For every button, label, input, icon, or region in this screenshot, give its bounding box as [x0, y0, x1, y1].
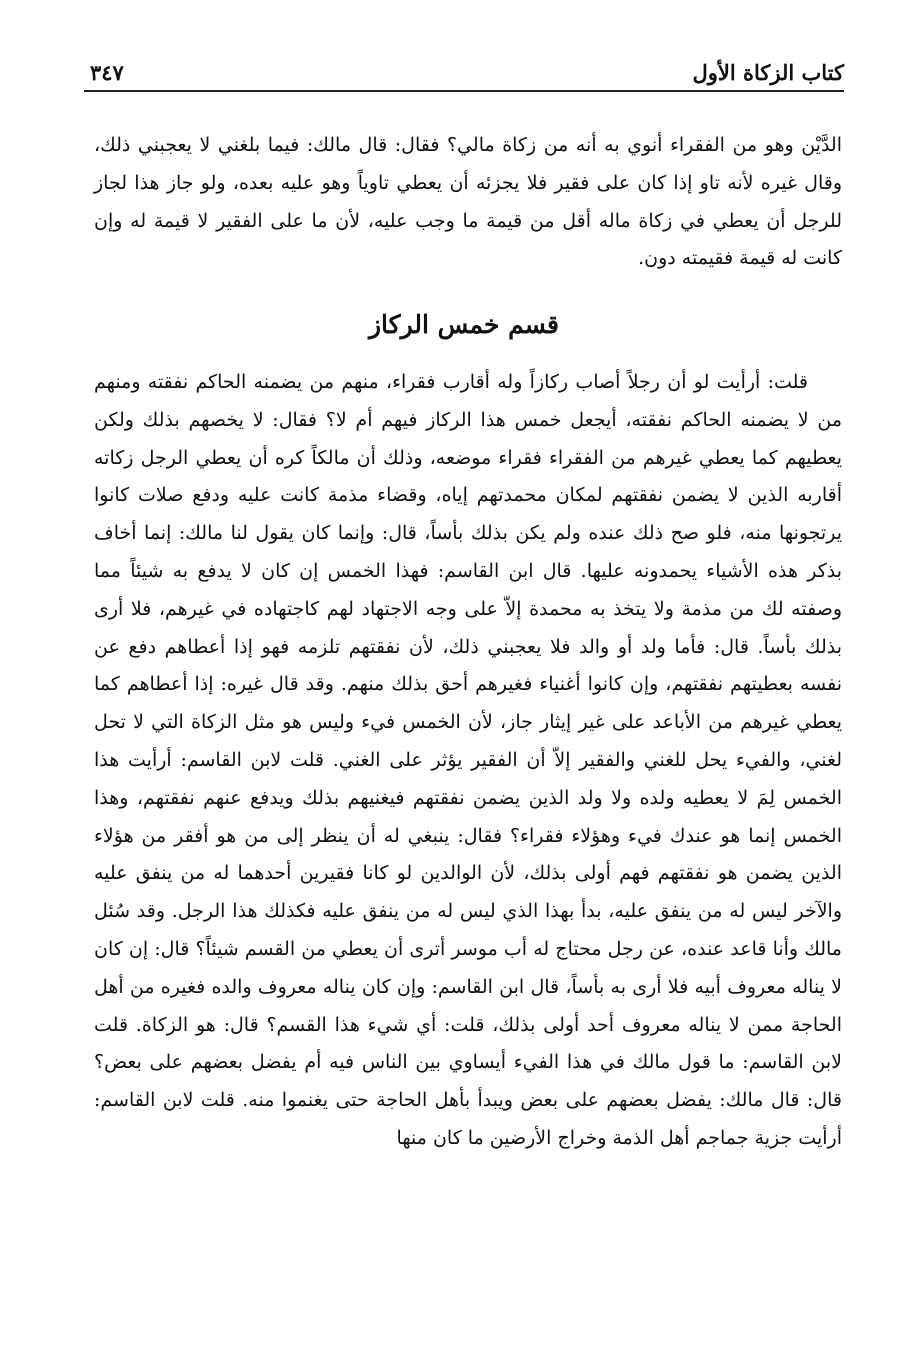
- page-header: [84, 56, 844, 92]
- page-number: ٣٤٧: [90, 60, 124, 85]
- section-heading: قسم خمس الركاز: [368, 310, 560, 339]
- paragraph-1: الدَّيْن وهو من الفقراء أنوي به أنه من زكاة مالي؟ فقال: قال مالك: فيما بلغني لا يعجبني ذلك، وقال غيره لأنه تاو إذا كان على فقير فلا يجزئه أن يعطي تاوياً وهو عليه بعده، ولو جاز هذا لجاز للرجل أن يعطي في زكاة ماله أقل من قيمة ما وجب عليه، لأن ما على الفقير لا قيمة له وإن كانت له قيمة فقيمته دون.: [94, 134, 842, 270]
- running-title: كتاب الزكاة الأول: [692, 60, 844, 85]
- paragraph-2: قلت: أرأيت لو أن رجلاً أصاب ركازاً وله أقارب فقراء، منهم من يضمنه الحاكم نفقته ومنهم من لا يضمنه الحاكم نفقته، أيجعل خمس هذا الركاز فيهم أم لا؟ فقال: لا يخصهم بذلك ولكن يعطيهم كما يعطي غيرهم من الفقراء فقراء موضعه، وذلك أن مالكاً كره أن يعطي الرجل زكاته أقاربه الذين لا يضمن نفقتهم لمكان محمدتهم إياه، وقضاء مذمة كانت عليه ودفع صلات كانوا يرتجونها منه، فلو صح ذلك عنده ولم يكن بذلك بأساً، قال: وإنما كان يقول لنا مالك: إنما أخاف بذكر هذه الأشياء يحمدونه عليها. قال ابن القاسم: فهذا الخمس إن كان لا يدفع به شيئاً مما وصفته لك من مذمة ولا يتخذ به محمدة إلاّ على وجه الاجتهاد لهم كاجتهاده في غيرهم، فلا أرى بذلك بأساً. قال: فأما ولد أو والد فلا يعجبني ذلك، لأن نفقتهم تلزمه فهو إذا أعطاهم دفع عن نفسه بعطيتهم نفقتهم، وإن كانوا أغنياء فغيرهم أحق بذلك منهم. وقد قال غيره: إذا أعطاهم كما يعطي غيرهم من الأباعد على غير إيثار جاز، لأن الخمس فيء وليس هو مثل الزكاة التي لا تحل لغني، والفيء يحل للغني والفقير إلاّ أن الفقير يؤثر على الغني. قلت لابن القاسم: أرأيت هذا الخمس لِمَ لا يعطيه ولده ولا ولد الذين يضمن نفقتهم فيغنيهم بذلك ويدفع عنهم نفقتهم، وهذا الخمس إنما هو عندك فيء وهؤلاء فقراء؟ فقال: ينبغي له أن ينظر إلى من هو أفقر من هؤلاء الذين يضمن هو نفقتهم فهم أولى بذلك، لأن الوالدين لو كانا فقيرين أحدهما له من ينفق عليه والآخر ليس له من ينفق عليه، بدأ بهذا الذي ليس له من ينفق عليه فكذلك هذا الرجل. وقد سُئل مالك وأنا قاعد عنده، عن رجل محتاج له أب موسر أترى أن يعطي من القسم شيئاً؟ قال: إن كان لا يناله معروف أبيه فلا أرى به بأساً، قال ابن القاسم: وإن كان يناله معروف والده فغيره من أهل الحاجة ممن لا يناله معروف أحد أولى بذلك، قلت: أي شيء هذا القسم؟ قال: هو الزكاة. قلت لابن القاسم: ما قول مالك في هذا الفيء أيساوي بين الناس فيه أم يفضل بعضهم على بعض؟ قال: قال مالك: يفضل بعضهم على بعض ويبدأ بأهل الحاجة حتى يغنموا منه. قلت لابن القاسم: أرأيت جزية جماجم أهل الذمة وخراج الأرضين ما كان منها: [94, 371, 842, 1149]
